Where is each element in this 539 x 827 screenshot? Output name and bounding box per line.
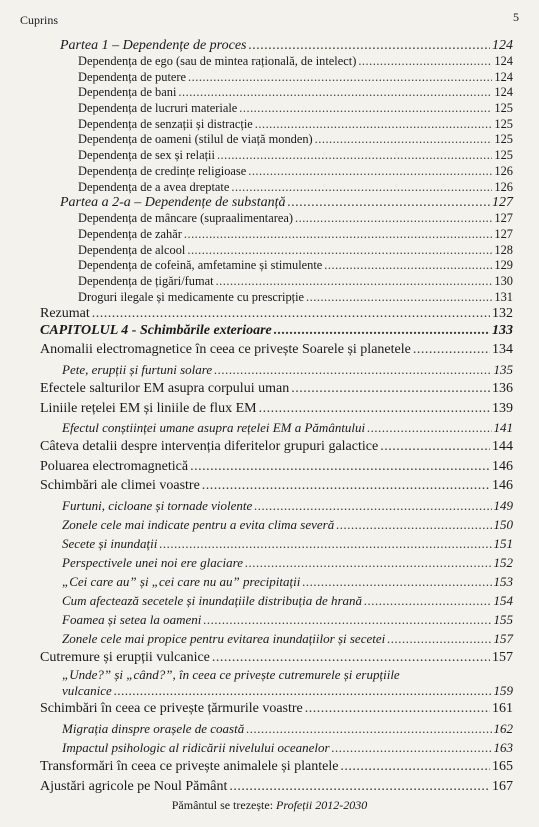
toc-page-number: 125 <box>494 101 513 116</box>
dot-leader <box>212 648 490 668</box>
toc-entry <box>0 180 513 196</box>
dot-leader <box>114 683 492 699</box>
toc-page-number: 157 <box>492 649 513 665</box>
toc-entry <box>0 290 513 306</box>
toc-entry <box>0 148 513 164</box>
footer-title: Pământul se trezește: <box>171 798 274 812</box>
toc-entry-title: Partea a 2-a – Dependențe de substanță <box>60 195 286 211</box>
toc-entry <box>0 274 513 290</box>
toc-entry <box>0 719 513 738</box>
dot-leader <box>245 553 492 572</box>
toc-entry <box>0 437 513 457</box>
toc-chapter-heading <box>0 322 513 340</box>
toc-entry <box>0 476 513 496</box>
dot-leader <box>302 572 491 591</box>
toc-page-number: 135 <box>493 361 513 377</box>
toc-entry-title-continued: vulcanice <box>62 683 112 699</box>
dot-leader <box>159 534 491 553</box>
toc-entry-title: Dependența de sex și relații <box>78 148 215 163</box>
toc-entry-title: Schimbări ale climei voastre <box>40 478 200 494</box>
toc-entry-title: Schimbări în ceea ce privește țărmurile voastre <box>40 701 303 717</box>
dot-leader <box>340 757 490 777</box>
toc-entry-title: Foamea și setea la oameni <box>62 611 202 627</box>
dot-leader <box>246 719 491 738</box>
toc-page-number: 152 <box>493 554 513 570</box>
dot-leader <box>288 195 490 211</box>
toc-entry-title: Pete, erupții și furtuni solare <box>62 361 213 377</box>
toc-page-number: 132 <box>492 306 513 322</box>
toc-page-number: 167 <box>492 778 513 794</box>
toc-entry-title: Zonele cele mai propice pentru evitarea inundațiilor și secetei <box>62 630 386 646</box>
dot-leader <box>178 85 492 101</box>
toc-entry <box>0 379 513 399</box>
toc-page-number: 125 <box>494 148 513 163</box>
toc-entry <box>0 738 513 757</box>
toc-entry-title: Ajustări agricole pe Noul Pământ <box>40 778 228 794</box>
toc-entry <box>0 117 513 133</box>
toc-entry-title: Furtuni, cicloane și tornade violente <box>62 497 253 513</box>
toc-entry <box>0 243 513 259</box>
toc-entry <box>0 85 513 101</box>
dot-leader <box>203 610 491 629</box>
dot-leader <box>254 496 491 515</box>
dot-leader <box>214 360 491 379</box>
toc-entry-title: Câteva detalii despre intervenția diferitelor grupuri galactice <box>40 439 379 455</box>
dot-leader <box>248 38 490 54</box>
toc-entry-title: Transformări în ceea ce privește animalele și plantele <box>40 759 339 775</box>
dot-leader <box>216 274 493 290</box>
dot-leader <box>413 340 490 360</box>
toc-entry-title: Perspectivele unei noi ere glaciare <box>62 554 243 570</box>
toc-page-number: 126 <box>494 179 513 194</box>
toc-entry <box>0 610 513 629</box>
dot-leader <box>259 399 490 419</box>
toc-entry-title: „Unde?” și „când?”, în ceea ce privește cutremurele și erupțiile <box>62 667 400 683</box>
toc-entry <box>0 553 513 572</box>
toc-page-number: 149 <box>493 497 513 513</box>
toc-entry <box>0 54 513 70</box>
running-header: Cuprins <box>20 13 59 27</box>
dot-leader <box>295 211 492 227</box>
toc-entry <box>0 195 513 211</box>
toc-page-number: 153 <box>493 573 513 589</box>
toc-entry-title: Droguri ilegale și medicamente cu prescripție <box>78 289 305 304</box>
toc-entry <box>0 305 513 322</box>
toc-page-number: 133 <box>492 323 513 339</box>
toc-page-number: 127 <box>494 226 513 241</box>
toc-entry-title: Zonele cele mai indicate pentru a evita clima severă <box>62 516 335 532</box>
toc-page-number: 165 <box>492 759 513 775</box>
toc-page-number: 151 <box>493 535 513 551</box>
toc-entry-title: Dependența de lucruri materiale <box>78 101 238 116</box>
toc-page-number: 124 <box>492 38 513 53</box>
toc-entry-title: Dependența de ego (sau de mintea rațională, de intelect) <box>78 54 357 68</box>
toc-page-number: 146 <box>492 458 513 474</box>
toc-page-number: 125 <box>494 132 513 147</box>
toc-entry-title: „Cei care au” și „cei care nu au” precipitații <box>62 573 301 589</box>
toc-page-number: 139 <box>492 400 513 416</box>
dot-leader <box>306 290 492 306</box>
toc-page-number: 163 <box>493 740 513 756</box>
toc-page-number: 124 <box>494 85 513 100</box>
toc-page-number: 131 <box>494 289 513 304</box>
footer-subtitle: Profeții 2012-2030 <box>276 798 368 812</box>
dot-leader <box>380 437 490 457</box>
toc-entry-title: Efectul conștiinței umane asupra rețelei EM a Pământului <box>62 420 366 436</box>
toc-entry <box>0 572 513 591</box>
toc-page-number: 134 <box>492 342 513 358</box>
toc-entry <box>0 70 513 86</box>
toc-page-number: 136 <box>492 380 513 396</box>
toc-page-number: 126 <box>494 163 513 178</box>
toc-page-number: 141 <box>493 420 513 436</box>
toc-entry-continuation <box>62 683 513 699</box>
dot-leader <box>367 418 491 437</box>
toc-page-number: 154 <box>493 592 513 608</box>
toc-entry <box>0 757 513 777</box>
toc-entry <box>0 534 513 553</box>
dot-leader <box>315 132 493 148</box>
toc-page-number: 155 <box>493 611 513 627</box>
toc-entry-title: Dependența de a avea dreptate <box>78 179 230 194</box>
toc-entry-title: Cutremure și erupții vulcanice <box>40 649 210 665</box>
toc-entry-title: Impactul psihologic al ridicării nivelului oceanelor <box>62 740 330 756</box>
toc-entry-title: Dependența de zahăr <box>78 226 182 241</box>
toc-entry <box>0 591 513 610</box>
toc-entry <box>0 38 513 54</box>
dot-leader <box>364 591 491 610</box>
toc-entry-title: Partea 1 – Dependențe de proces <box>60 38 247 53</box>
dot-leader <box>255 117 493 133</box>
toc-page-number: 129 <box>494 258 513 273</box>
toc-page-number: 130 <box>494 273 513 288</box>
toc-entry <box>0 132 513 148</box>
toc-entry <box>0 629 513 648</box>
toc-entry-title: Migrația dinspre orașele de coastă <box>62 721 245 737</box>
toc-page-number: 146 <box>492 478 513 494</box>
toc-entry <box>0 340 513 360</box>
toc-entry-title: Dependența de mâncare (supraalimentarea) <box>78 211 293 226</box>
running-footer <box>0 798 539 813</box>
toc-entry <box>0 399 513 419</box>
dot-leader <box>324 258 492 274</box>
dot-leader <box>92 305 490 322</box>
toc-entry <box>0 211 513 227</box>
toc-entry <box>0 667 513 699</box>
dot-leader <box>248 164 492 180</box>
toc-page-number: 144 <box>492 439 513 455</box>
dot-leader <box>229 777 490 797</box>
toc-entry <box>0 101 513 117</box>
dot-leader <box>188 70 492 86</box>
toc-entry <box>0 648 513 668</box>
toc-entry <box>0 418 513 437</box>
toc-page-number: 127 <box>494 211 513 226</box>
dot-leader <box>291 379 490 399</box>
toc-entry-title: Dependența de țigări/fumat <box>78 273 214 288</box>
toc-page-number: 128 <box>494 242 513 257</box>
dot-leader <box>184 227 493 243</box>
toc-page-number: 124 <box>494 54 513 68</box>
toc-entry <box>0 515 513 534</box>
toc-entry-title: CAPITOLUL 4 - Schimbările exterioare <box>40 323 272 339</box>
toc-page-number: 162 <box>493 721 513 737</box>
dot-leader <box>217 148 492 164</box>
dot-leader <box>274 322 490 340</box>
toc-entry-title: Rezumat <box>40 306 90 322</box>
toc-entry-title: Anomalii electromagnetice în ceea ce privește Soarele și planetele <box>40 342 411 358</box>
toc-entry-title: Dependența de bani <box>78 85 177 100</box>
toc-entry-title: Dependența de putere <box>78 69 187 84</box>
toc-entry <box>0 496 513 515</box>
toc-page-number: 161 <box>492 701 513 717</box>
dot-leader <box>202 476 490 496</box>
toc-entry <box>0 699 513 719</box>
toc-page-number: 125 <box>494 116 513 131</box>
dot-leader <box>239 101 492 117</box>
toc-entry-title: Secete și inundații <box>62 535 158 551</box>
toc-entry <box>0 258 513 274</box>
toc-entry-title: Dependența de senzații și distracție <box>78 116 253 131</box>
toc-page-number: 124 <box>494 69 513 84</box>
dot-leader <box>190 457 490 477</box>
toc-entry-title: Dependența de credințe religioase <box>78 163 247 178</box>
dot-leader <box>332 738 492 757</box>
dot-leader <box>358 54 492 70</box>
toc-entry-title: Poluarea electromagnetică <box>40 458 189 474</box>
dot-leader <box>336 515 491 534</box>
toc-entry-title: Liniile rețelei EM și liniile de flux EM <box>40 400 257 416</box>
toc-entry <box>0 457 513 477</box>
toc-entry-title: Dependența de oameni (stilul de viață monden) <box>78 132 313 147</box>
table-of-contents <box>0 38 539 796</box>
dot-leader <box>231 180 492 196</box>
toc-entry <box>0 360 513 379</box>
toc-page-number: 150 <box>493 516 513 532</box>
toc-page-number: 157 <box>493 630 513 646</box>
toc-entry <box>0 777 513 797</box>
toc-entry <box>0 164 513 180</box>
toc-page-number: 159 <box>493 683 513 699</box>
toc-entry-title: Dependența de cofeină, amfetamine și stimulente <box>78 258 323 273</box>
dot-leader <box>187 243 492 259</box>
toc-entry <box>0 227 513 243</box>
toc-entry-title: Dependența de alcool <box>78 242 186 257</box>
toc-entry-title: Efectele salturilor EM asupra corpului uman <box>40 380 290 396</box>
toc-entry-title: Cum afectează secetele și inundațiile distribuția de hrană <box>62 592 363 608</box>
page-number: 5 <box>513 10 519 24</box>
toc-page-number: 127 <box>492 195 513 211</box>
dot-leader <box>305 699 490 719</box>
dot-leader <box>387 629 491 648</box>
